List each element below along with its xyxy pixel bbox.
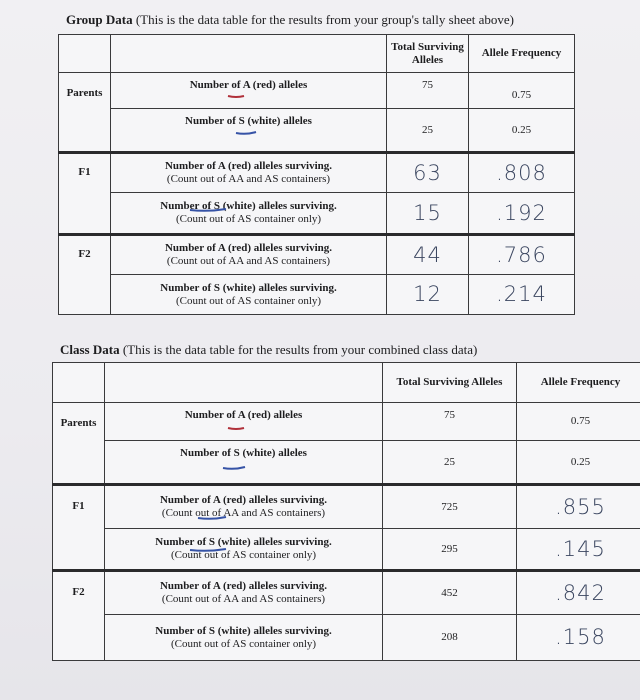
group-f2-a-sub: (Count out of AA and AS containers): [166, 255, 331, 267]
group-f1-a-freq: .808: [469, 153, 575, 193]
group-f1-s-sub: (Count out of AS container only): [175, 213, 322, 225]
group-parents-label: Parents: [59, 73, 111, 153]
class-parents-s-row: [53, 441, 640, 485]
group-f1-a-label: [111, 153, 387, 193]
class-f2-a-label: [105, 571, 383, 615]
class-f1-s-row: [53, 529, 640, 571]
group-parents-a-row: [59, 73, 575, 109]
class-f1-a-row: [53, 485, 640, 529]
group-parents-a-label: [111, 73, 387, 109]
class-f2-a-label-text: Number of A (red) alleles surviving.: [159, 580, 328, 593]
class-parents-a-freq: 0.75: [517, 403, 640, 441]
class-f1-s-total: 295: [383, 529, 517, 571]
group-f1-a-label-text: Number of A (red) alleles surviving.: [164, 160, 333, 173]
group-header-freq: Allele Frequency: [469, 35, 575, 73]
class-data-table: [52, 362, 640, 661]
group-parents-s-total: 25: [387, 109, 469, 153]
group-f2-a-label-text: Number of A (red) alleles surviving.: [164, 242, 333, 255]
group-parents-a-total: 75: [387, 73, 469, 109]
group-f2-s-label: [111, 275, 387, 315]
class-f1-a-total: 725: [383, 485, 517, 529]
class-f2-s-label-text: Number of S (white) alleles surviving.: [155, 624, 332, 637]
class-f2-s-total: 208: [383, 615, 517, 661]
class-header-freq: Allele Frequency: [517, 363, 640, 403]
class-f2-s-label: [105, 615, 383, 661]
class-header-blank-1: [53, 363, 105, 403]
class-data-title-desc: (This is the data table for the results from your combined class data): [119, 342, 478, 357]
class-f2-s-row: [53, 615, 640, 661]
class-parents-s-total: 25: [383, 441, 517, 485]
group-f2-s-label-text: Number of S (white) alleles surviving.: [160, 281, 337, 294]
group-data-title-desc: (This is the data table for the results from your group's tally sheet above): [132, 12, 514, 27]
class-parents-label: Parents: [53, 403, 105, 485]
group-data-table: [58, 34, 575, 315]
class-parents-a-row: [53, 403, 640, 441]
group-f2-a-total: 44: [387, 235, 469, 275]
class-header-row: [53, 363, 640, 403]
group-f2-s-sub: (Count out of AS container only): [175, 294, 322, 307]
class-data-title-bold: Class Data: [60, 342, 120, 357]
class-f2-a-sub: (Count out of AA and AS containers): [161, 593, 326, 605]
class-f2-label: F2: [53, 571, 105, 661]
group-header-blank-1: [59, 35, 111, 73]
class-parents-a-label: Number of A (red) alleles: [105, 403, 383, 441]
group-f2-s-freq: .214: [469, 275, 575, 315]
class-f2-s-freq: .158: [517, 615, 640, 661]
group-parents-s-row: [59, 109, 575, 153]
class-f2-a-freq: .842: [517, 571, 640, 615]
group-f2-s-total: 12: [387, 275, 469, 315]
group-f1-s-freq: .192: [469, 193, 575, 235]
group-f1-s-row: [59, 193, 575, 235]
class-f2-s-sub: (Count out of AS container only): [170, 637, 317, 650]
class-f1-s-freq: .145: [517, 529, 640, 571]
class-data-title: [60, 342, 477, 358]
group-data-title: [66, 12, 514, 28]
class-f1-s-label: [105, 529, 383, 571]
group-f2-a-freq: .786: [469, 235, 575, 275]
class-f1-s-sub: (Count out of AS container only): [170, 549, 317, 561]
group-f1-a-total: 63: [387, 153, 469, 193]
group-parents-s-label: Number of S (white) alleles: [111, 109, 387, 153]
group-parents-s-freq: 0.25: [469, 109, 575, 153]
class-f1-label: F1: [53, 485, 105, 571]
group-f1-a-row: [59, 153, 575, 193]
group-f1-a-sub: (Count out of AA and AS containers): [166, 173, 331, 185]
group-parents-a-freq: 0.75: [469, 73, 575, 109]
group-f1-label: F1: [59, 153, 111, 235]
class-parents-a-total: 75: [383, 403, 517, 441]
group-f1-s-total: 15: [387, 193, 469, 235]
class-f1-a-label-text: Number of A (red) alleles surviving.: [159, 494, 328, 507]
group-parents-a-label-text: Number of A (red) alleles: [189, 79, 308, 91]
group-header-blank-2: [111, 35, 387, 73]
group-data-title-bold: Group Data: [66, 12, 133, 27]
group-f1-s-label: [111, 193, 387, 235]
group-f2-s-row: [59, 275, 575, 315]
group-f1-s-label-text: Number of S (white) alleles surviving.: [160, 200, 337, 213]
class-f1-a-freq: .855: [517, 485, 640, 529]
group-f2-a-label: [111, 235, 387, 275]
group-header-total: Total Surviving Alleles: [387, 35, 469, 73]
class-f2-a-row: [53, 571, 640, 615]
group-header-row: [59, 35, 575, 73]
class-header-total: Total Surviving Alleles: [383, 363, 517, 403]
class-parents-s-freq: 0.25: [517, 441, 640, 485]
class-f1-a-sub: (Count out of AA and AS containers): [161, 507, 326, 519]
class-f1-s-label-text: Number of S (white) alleles surviving.: [155, 536, 332, 549]
class-f1-a-label: [105, 485, 383, 529]
group-f2-a-row: [59, 235, 575, 275]
class-parents-s-label: Number of S (white) alleles: [105, 441, 383, 485]
group-f2-label: F2: [59, 235, 111, 315]
class-header-blank-2: [105, 363, 383, 403]
class-f2-a-total: 452: [383, 571, 517, 615]
